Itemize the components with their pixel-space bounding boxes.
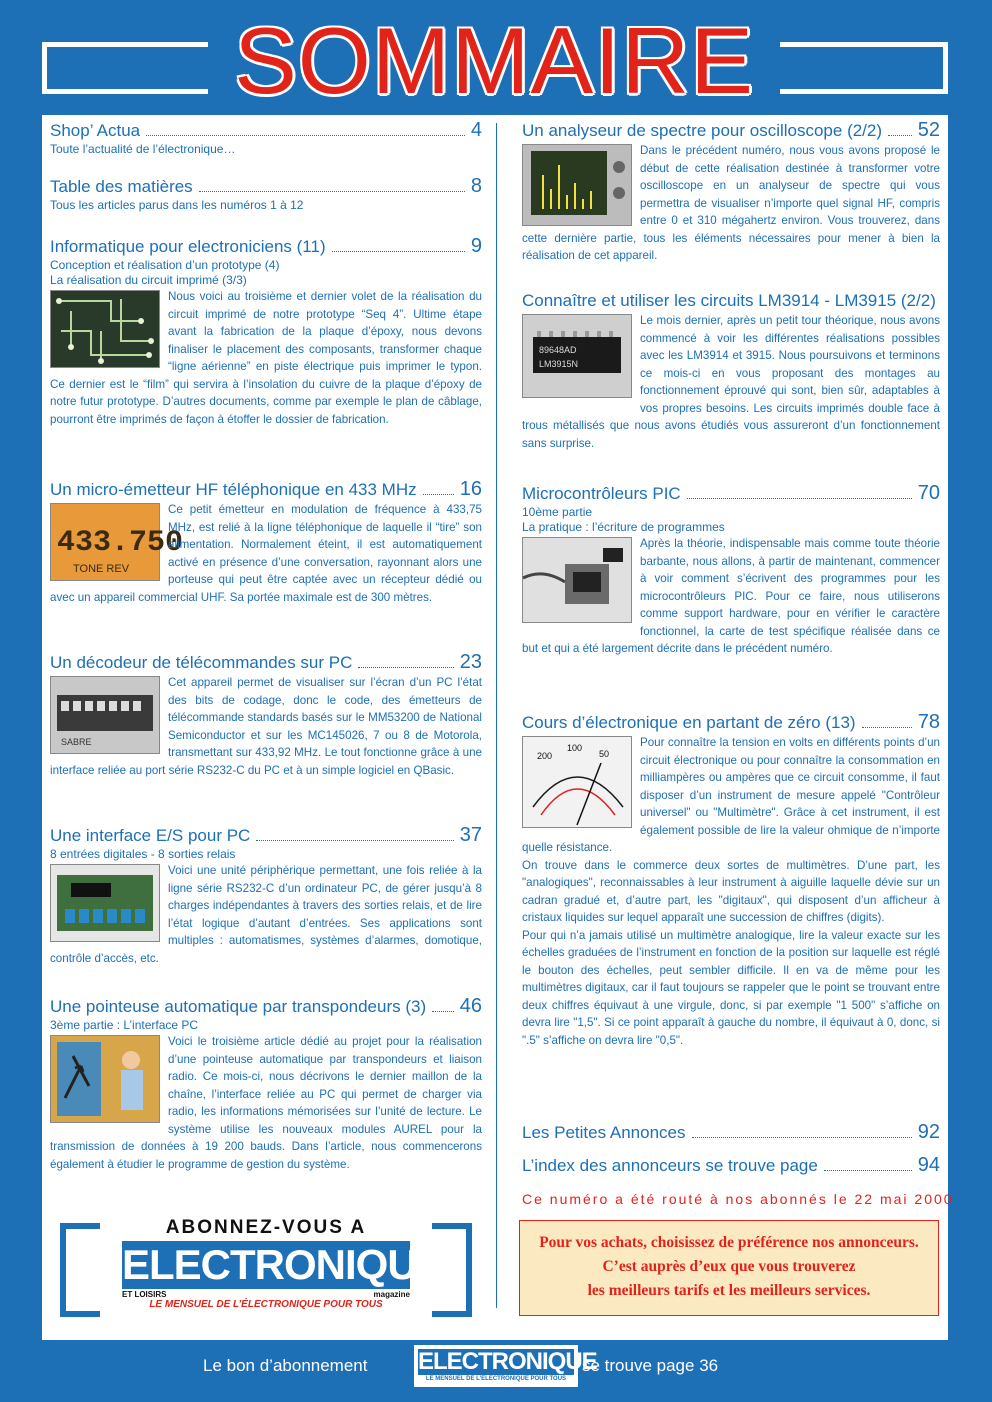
subscribe-banner[interactable] — [60, 1217, 472, 1321]
svg-text:LM3915N: LM3915N — [539, 359, 579, 369]
entry-subtitle: La pratique : l’écriture de programmes — [522, 520, 725, 534]
bracket-left — [60, 1223, 100, 1317]
entry-body-paragraph: On trouve dans le commerce deux sortes de multimètres. D’une part, les "analogiques", reconnaissables à leur instrument à aiguille laquelle dévie sur un cadran gradué et, d’autre part, les "digitaux", qui disposent d’un afficheur à cristaux liquides sur lequel apparaît une succession de chiffres (digits). — [522, 858, 940, 924]
entry-body: Le mois dernier, après un petit tour théorique, nous avons commencé à voir les différentes réalisations possibles avec les LM3914 et 3915. Nous poursuivons et terminons ce mois-ci en vous proposant des montages au fonctionnement éprouvé qui sont, bien sûr, adaptables à vos propres besoins. Les circuits imprimés double face à trous métallisés que nous avons étudiés vous assureront d’un fonctionnement sans surprise. — [522, 314, 940, 450]
toc-entry[interactable] — [50, 651, 482, 779]
svg-text:100: 100 — [567, 743, 583, 753]
pcb-layout-image — [50, 290, 160, 368]
entry-page: 92 — [917, 1121, 940, 1143]
entry-subtitle: 8 entrées digitales - 8 sorties relais — [50, 847, 236, 861]
svg-text:50: 50 — [599, 749, 610, 759]
magazine-logo-sub — [122, 1290, 410, 1299]
entry-title: Cours d’électronique en partant de zéro (13) — [522, 713, 856, 732]
magazine-logo: ELECTRONIQUE — [122, 1241, 444, 1288]
toc-entry[interactable] — [50, 235, 482, 428]
toc-entry[interactable] — [522, 1121, 940, 1144]
entry-body: Cet appareil permet de visualiser sur l’écran d’un PC l’état des bits de codage, donc le code, des émetteurs de télécommande standards basés sur le MM53200 de National Semiconductor et sur les MC145026, 7 ou 8 de Motorola, transmettant sur 433,92 MHz. Le tout fonctionne grâce à une interface reliée au port série RS232-C du PC et à un simple logiciel en QBasic. — [50, 676, 482, 777]
toc-entry[interactable] — [50, 478, 482, 606]
entry-title: Connaître et utiliser les circuits LM3914 - LM3915 (2/2) — [522, 291, 936, 310]
svg-text:TONE REV: TONE REV — [73, 563, 130, 575]
svg-text:SABRE: SABRE — [61, 737, 92, 747]
header-bracket-left — [42, 42, 208, 94]
footer — [0, 1342, 992, 1402]
entry-page: 9 — [470, 235, 482, 257]
entry-subtitle: Toute l’actualité de l’électronique… — [50, 142, 236, 156]
toc-entry[interactable] — [522, 289, 971, 452]
entry-page: 46 — [459, 995, 482, 1017]
entry-page: 23 — [459, 651, 482, 673]
svg-text:433.750: 433.750 — [57, 526, 184, 560]
svg-text:200: 200 — [537, 751, 553, 761]
entry-page: 8 — [470, 175, 482, 197]
toc-entry[interactable] — [50, 175, 482, 213]
entry-subtitle: 3ème partie : L’interface PC — [50, 1018, 199, 1032]
toc-entry[interactable] — [50, 824, 482, 967]
toc-entry[interactable] — [50, 995, 482, 1173]
footer-magazine-logo — [414, 1345, 597, 1387]
entry-page: 63 — [947, 289, 971, 311]
entry-page: 78 — [917, 711, 940, 733]
advertisers-notice — [519, 1220, 939, 1316]
entry-title: Une pointeuse automatique par transpondeurs (3) — [50, 997, 427, 1016]
entry-body: Voici une unité périphérique permettant, une fois reliée à la ligne série RS232-C d’un ordinateur PC, de gérer jusqu’à 8 charges indépendantes à travers des sorties relais, et de lire l’état logique d’autant d’entrées. Ses applications sont multiples : automatismes, systèmes d’alarmes, domotique, contrôle d’accès, etc. — [50, 864, 482, 965]
routing-note: Ce numéro a été routé à nos abonnés le 22 mai 2000 — [522, 1191, 954, 1207]
pic-test-board-image — [522, 537, 632, 623]
entry-page: 37 — [459, 824, 482, 846]
entry-subtitle: La réalisation du circuit imprimé (3/3) — [50, 273, 247, 287]
entry-body: Nous voici au troisième et dernier volet de la réalisation du circuit imprimé de notre prototype “Seq 4”. Ultime étape avant la fabrication de la plaque d’époxy, nous devons finaliser le placement des composants, transformer chaque “ligne aérienne” en piste électrique puis imprimer le typon. Ce dernier est le “film” qui servira à l’insolation du cuivre de la plaque d’époxy de notre futur prototype. D’autres documents, comme par exemple le plan de câblage, pourront être imprimés de façon à étoffer le dossier de fabrication. — [50, 290, 482, 426]
entry-title: Une interface E/S pour PC — [50, 826, 251, 845]
footer-left-text: Le bon d’abonnement — [203, 1356, 368, 1375]
entry-body: Dans le précédent numéro, nous vous avons proposé le début de cette réalisation destinée à transformer votre oscilloscope en un analyseur de spectre qui vous permettra de visualiser n’importe quel signal HF, compris entre 0 et 310 mégahertz environ. Vous trouverez, dans cette dernière partie, tous les éléments nécessaires pour mener à bien la réalisation de cet appareil. — [522, 144, 940, 262]
page-title: SOMMAIRE — [234, 8, 754, 113]
lcd-display-image — [50, 503, 184, 581]
transponder-illustration — [50, 1035, 160, 1123]
entry-title: L’index des annonceurs se trouve page — [522, 1156, 818, 1175]
entry-title: Un décodeur de télécommandes sur PC — [50, 653, 353, 672]
entry-title: Un analyseur de spectre pour oscilloscope (2/2) — [522, 121, 883, 140]
subscribe-heading: ABONNEZ-VOUS A — [165, 1217, 367, 1238]
footer-right-text: se trouve page 36 — [582, 1356, 719, 1375]
entry-body: Voici le troisième article dédié au projet pour la réalisation d’une pointeuse automatique par transpondeurs et liaison radio. Ce mois-ci, nous décrivons le dernier maillon de la chaîne, l’interface reliée au PC qui permet de charger via radio, les informations mémorisées sur l’unité de lecture. Le système utilise les nouveaux modules AUREL pour la transmission de données à 19 200 bauds. Dans l’article, nous commencerons également à étudier le programme de gestion du système. — [50, 1035, 482, 1171]
notice-line: C’est auprès d’eux que vous trouverez — [602, 1258, 856, 1275]
entry-body: Après la théorie, indispensable mais comme toute théorie barbante, nous allons, à partir de maintenant, commencer à voir comment s’écrivent des programmes pour les microcontrôleurs PIC. Pour ce faire, nous utiliserons comme support hardware, pour en vérifier le caractère fonctionnel, la carte de test spécifique réalisée dans ce but et qui a été largement décrite dans le précédent numéro. — [522, 537, 940, 655]
notice-line: les meilleurs tarifs et les meilleurs services. — [587, 1282, 871, 1299]
entry-body: Ce petit émetteur en modulation de fréquence à 433,75 MHz, est relié à la ligne téléphonique de laquelle il “tire” son alimentation. Normalement éteint, il est automatiquement activé en présence d’une conversation, rayonnant alors une porteuse qui peut être captée avec un récepteur dédié ou avec un appareil commercial UHF. Sa portée maximale est de 300 mètres. — [50, 503, 482, 604]
remote-decoder-image — [50, 676, 160, 754]
entry-title: Informatique pour electroniciens (11) — [50, 237, 326, 256]
header — [0, 0, 992, 115]
entry-title: Un micro-émetteur HF téléphonique en 433 MHz — [50, 480, 417, 499]
entry-page: 94 — [917, 1154, 940, 1176]
logo-sub-left: ET LOISIRS — [122, 1290, 167, 1299]
entry-page: 52 — [917, 119, 940, 141]
entry-subtitle: Conception et réalisation d’un prototype (4) — [50, 258, 280, 272]
toc-entry[interactable] — [522, 119, 940, 265]
multimeter-dial-image — [522, 736, 632, 828]
contents-panel — [42, 115, 971, 1340]
entry-page: 4 — [470, 119, 482, 141]
entry-body: Pour connaître la tension en volts en différents points d’un circuit électronique ou pour connaître la consommation en milliampères ou ampères que ce circuit consomme, il faut disposer d’un instrument de mesure appelé "Contrôleur universel" ou "Multimètre". Grâce à cet instrument, il est également possible de lire la valeur ohmique de n’importe quelle résistance. — [522, 736, 940, 854]
io-interface-board-image — [50, 864, 160, 942]
toc-entry[interactable] — [50, 119, 482, 157]
entry-title: Microcontrôleurs PIC — [522, 484, 681, 503]
entry-page: 70 — [917, 482, 940, 504]
toc-entry[interactable] — [522, 1154, 940, 1177]
column-divider — [496, 123, 497, 1308]
entry-subtitle: 10ème partie — [522, 505, 593, 519]
entry-subtitle: Tous les articles parus dans les numéros 1 à 12 — [50, 198, 304, 212]
toc-entry[interactable] — [522, 711, 940, 1049]
header-bracket-right — [780, 42, 948, 94]
toc-entry[interactable] — [522, 482, 940, 658]
oscilloscope-image — [522, 144, 632, 226]
logo-sub-right: magazine — [373, 1290, 410, 1299]
entry-body-paragraph: Pour qui n’a jamais utilisé un multimètre analogique, lire la valeur exacte sur les échelles graduées de l’instrument en fonction de la position sur laquelle est réglé le bouton des échelles, peut sembler difficile. Il en va de même pour les multimètres digitaux, car il faut toujours se rappeler que le point se trouvant entre deux chiffres équivaut à une virgule, donc, si par exemple "1 500" s’affiche on devra lire "1,5". Si ce point apparaît à gauche du nombre, il équivaut à 0, donc, si ".5" s’affiche on devra lire "0,5". — [522, 928, 940, 1047]
entry-title: Les Petites Annonces — [522, 1123, 686, 1142]
footer-logo-tagline: LE MENSUEL DE L’ÉLECTRONIQUE POUR TOUS — [425, 1376, 567, 1382]
svg-text:89648AD: 89648AD — [539, 345, 577, 355]
lm3915-chip-image — [522, 314, 632, 398]
footer-logo-text: ELECTRONIQUE — [418, 1348, 597, 1375]
notice-line: Pour vos achats, choisissez de préférence nos annonceurs. — [539, 1234, 919, 1251]
entry-title: Table des matières — [50, 177, 193, 196]
entry-page: 16 — [459, 478, 482, 500]
entry-title: Shop’ Actua — [50, 121, 141, 140]
magazine-tagline: LE MENSUEL DE L’ÉLECTRONIQUE POUR TOUS — [149, 1299, 383, 1310]
